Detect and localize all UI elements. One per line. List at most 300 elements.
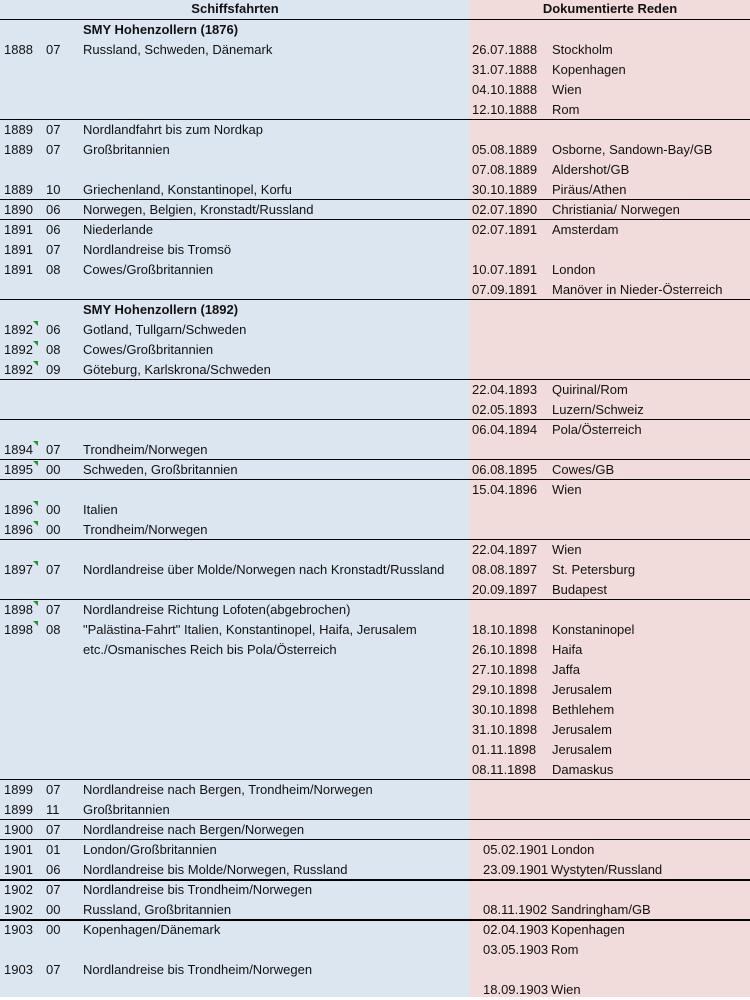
year-cell[interactable] bbox=[4, 380, 40, 400]
table-row bbox=[0, 900, 750, 920]
table-row bbox=[0, 800, 750, 820]
year-cell[interactable] bbox=[4, 80, 40, 100]
year-cell[interactable] bbox=[4, 700, 40, 720]
voyage-cell[interactable] bbox=[83, 680, 470, 700]
voyage-cell[interactable]: Schweden, Großbritannien bbox=[83, 462, 238, 477]
table-row bbox=[0, 760, 750, 780]
year-cell[interactable]: 1895 bbox=[4, 462, 33, 477]
month-cell[interactable]: 07 bbox=[46, 122, 61, 137]
voyage-cell[interactable] bbox=[83, 80, 470, 100]
month-cell[interactable] bbox=[46, 60, 76, 80]
speech-place-cell[interactable]: Luzern/Schweiz bbox=[552, 402, 644, 417]
month-cell[interactable]: 00 bbox=[46, 902, 61, 917]
speech-date-cell[interactable]: 23.09.1901 bbox=[483, 862, 549, 877]
comment-indicator-icon[interactable] bbox=[33, 621, 38, 626]
year-cell[interactable]: 1899 bbox=[4, 802, 33, 817]
year-cell[interactable]: 1888 bbox=[4, 42, 33, 57]
speech-date-cell[interactable]: 31.07.1888 bbox=[472, 62, 538, 77]
voyage-cell[interactable]: Norwegen, Belgien, Kronstadt/Russland bbox=[83, 202, 314, 217]
speech-place-cell[interactable] bbox=[552, 340, 748, 360]
year-cell[interactable]: 1898 bbox=[4, 622, 33, 637]
table-row bbox=[0, 180, 750, 200]
speech-place-cell[interactable]: Wien bbox=[551, 982, 581, 997]
speech-date-cell[interactable] bbox=[472, 120, 544, 140]
month-cell[interactable] bbox=[46, 660, 76, 680]
year-cell[interactable]: 1901 bbox=[4, 842, 33, 857]
year-cell[interactable] bbox=[4, 980, 40, 1000]
speech-date-cell[interactable]: 02.07.1891 bbox=[472, 222, 538, 237]
year-cell[interactable]: 1889 bbox=[4, 142, 33, 157]
voyage-cell[interactable]: SMY Hohenzollern (1892) bbox=[83, 302, 239, 317]
voyage-cell[interactable] bbox=[83, 660, 470, 680]
voyage-cell[interactable] bbox=[83, 700, 470, 720]
speech-date-cell[interactable]: 08.11.1898 bbox=[472, 762, 537, 777]
year-cell[interactable]: 1891 bbox=[4, 262, 33, 277]
speech-place-cell[interactable] bbox=[552, 320, 748, 340]
voyage-cell[interactable]: SMY Hohenzollern (1876) bbox=[83, 22, 239, 37]
voyage-cell[interactable]: Nordlandreise bis Trondheim/Norwegen bbox=[83, 882, 313, 897]
speech-date-cell[interactable] bbox=[472, 20, 544, 40]
year-cell[interactable] bbox=[4, 60, 40, 80]
speech-date-cell[interactable] bbox=[472, 520, 544, 540]
table-row bbox=[0, 820, 750, 840]
speech-place-cell[interactable] bbox=[552, 500, 748, 520]
month-cell[interactable]: 01 bbox=[46, 842, 61, 857]
month-cell[interactable] bbox=[46, 540, 76, 560]
voyage-cell[interactable] bbox=[83, 540, 470, 560]
speech-place-cell[interactable]: London bbox=[551, 842, 595, 857]
voyage-cell[interactable]: "Palästina-Fahrt" Italien, Konstantinopel, Haifa, Jerusalem bbox=[83, 622, 417, 637]
table-row bbox=[0, 40, 750, 60]
comment-indicator-icon[interactable] bbox=[33, 601, 38, 606]
speech-date-cell[interactable]: 01.11.1898 bbox=[472, 742, 537, 757]
year-cell[interactable] bbox=[4, 760, 40, 780]
speech-place-cell[interactable]: London bbox=[552, 262, 596, 277]
month-cell[interactable]: 06 bbox=[46, 322, 61, 337]
speech-place-cell[interactable] bbox=[552, 360, 748, 380]
table-row bbox=[0, 240, 750, 260]
voyages-header[interactable]: Schiffsfahrten bbox=[0, 0, 470, 20]
month-cell[interactable] bbox=[46, 740, 76, 760]
voyage-cell[interactable]: Nordlandreise nach Bergen/Norwegen bbox=[83, 822, 305, 837]
speech-place-cell[interactable]: Jerusalem bbox=[552, 742, 612, 757]
comment-indicator-icon[interactable] bbox=[33, 501, 38, 506]
speech-place-cell[interactable]: Piräus/Athen bbox=[552, 182, 627, 197]
month-cell[interactable] bbox=[46, 100, 76, 120]
table-row bbox=[0, 780, 750, 800]
table-row bbox=[0, 740, 750, 760]
voyage-cell[interactable]: etc./Osmanisches Reich bis Pola/Österreich bbox=[83, 642, 337, 657]
speech-place-cell[interactable]: Amsterdam bbox=[552, 222, 619, 237]
year-cell[interactable]: 1891 bbox=[4, 222, 33, 237]
voyage-cell[interactable] bbox=[83, 740, 470, 760]
table-row bbox=[0, 920, 750, 940]
speech-date-cell[interactable]: 26.07.1888 bbox=[472, 42, 538, 57]
month-cell[interactable] bbox=[46, 940, 76, 960]
month-cell[interactable]: 07 bbox=[46, 962, 61, 977]
month-cell[interactable] bbox=[46, 480, 76, 500]
speech-place-cell[interactable] bbox=[552, 20, 748, 40]
voyage-cell[interactable] bbox=[83, 480, 470, 500]
year-cell[interactable]: 1892 bbox=[4, 322, 33, 337]
speech-date-cell[interactable]: 27.10.1898 bbox=[472, 662, 538, 677]
voyage-cell[interactable]: Nordlandreise nach Bergen, Trondheim/Norwegen bbox=[83, 782, 373, 797]
table-row bbox=[0, 60, 750, 80]
year-cell[interactable]: 1894 bbox=[4, 442, 33, 457]
table-row bbox=[0, 960, 750, 980]
month-cell[interactable]: 07 bbox=[46, 822, 61, 837]
speech-place-cell[interactable]: Jerusalem bbox=[552, 722, 612, 737]
table-row bbox=[0, 480, 750, 500]
speech-place-cell[interactable]: Christiania/ Norwegen bbox=[552, 202, 680, 217]
table-row bbox=[0, 500, 750, 520]
table-row bbox=[0, 640, 750, 660]
voyage-cell[interactable]: Niederlande bbox=[83, 222, 154, 237]
month-cell[interactable]: 11 bbox=[46, 802, 60, 817]
table-row bbox=[0, 80, 750, 100]
table-row bbox=[0, 700, 750, 720]
voyage-cell[interactable]: Nordlandfahrt bis zum Nordkap bbox=[83, 122, 263, 137]
speech-place-cell[interactable] bbox=[552, 800, 748, 820]
year-cell[interactable] bbox=[4, 160, 40, 180]
year-cell[interactable]: 1889 bbox=[4, 182, 33, 197]
month-cell[interactable] bbox=[46, 380, 76, 400]
table-row bbox=[0, 940, 750, 960]
voyage-cell[interactable] bbox=[83, 940, 470, 960]
year-cell[interactable]: 1896 bbox=[4, 502, 33, 517]
speech-date-cell[interactable]: 03.05.1903 bbox=[483, 942, 549, 957]
speech-place-cell[interactable]: Rom bbox=[551, 942, 579, 957]
year-cell[interactable]: 1890 bbox=[4, 202, 33, 217]
table-row bbox=[0, 660, 750, 680]
table-row bbox=[0, 840, 750, 860]
speech-place-cell[interactable]: Konstaninopel bbox=[552, 622, 635, 637]
year-cell[interactable]: 1892 bbox=[4, 342, 33, 357]
table-row bbox=[0, 440, 750, 460]
speech-date-cell[interactable]: 18.10.1898 bbox=[472, 622, 538, 637]
speech-place-cell[interactable] bbox=[552, 880, 748, 900]
month-cell[interactable] bbox=[46, 680, 76, 700]
speech-date-cell[interactable] bbox=[472, 440, 544, 460]
speech-place-cell[interactable]: Sandringham/GB bbox=[551, 902, 651, 917]
year-cell[interactable] bbox=[4, 940, 40, 960]
speech-place-cell[interactable]: Rom bbox=[552, 102, 580, 117]
speech-date-cell[interactable] bbox=[472, 300, 544, 320]
year-cell[interactable] bbox=[4, 580, 40, 600]
speech-place-cell[interactable]: Jaffa bbox=[552, 662, 580, 677]
speech-place-cell[interactable]: Stockholm bbox=[552, 42, 613, 57]
month-cell[interactable]: 09 bbox=[46, 362, 61, 377]
year-cell[interactable] bbox=[4, 540, 40, 560]
speech-date-cell[interactable] bbox=[472, 320, 544, 340]
voyage-cell[interactable] bbox=[83, 160, 470, 180]
comment-indicator-icon[interactable] bbox=[33, 321, 38, 326]
month-cell[interactable] bbox=[46, 20, 76, 40]
speech-date-cell[interactable] bbox=[472, 240, 544, 260]
voyage-cell[interactable] bbox=[83, 280, 470, 300]
year-cell[interactable] bbox=[4, 720, 40, 740]
speech-place-cell[interactable]: Kopenhagen bbox=[552, 62, 626, 77]
month-cell[interactable] bbox=[46, 420, 76, 440]
speech-date-cell[interactable]: 06.04.1894 bbox=[472, 422, 538, 437]
table-row bbox=[0, 860, 750, 880]
voyage-cell[interactable] bbox=[83, 60, 470, 80]
year-cell[interactable] bbox=[4, 300, 40, 320]
speech-date-cell[interactable]: 20.09.1897 bbox=[472, 582, 538, 597]
table-row bbox=[0, 880, 750, 900]
voyage-cell[interactable]: Cowes/Großbritannien bbox=[83, 262, 214, 277]
table-row bbox=[0, 420, 750, 440]
table-row bbox=[0, 980, 750, 1000]
speech-date-cell[interactable]: 02.04.1903 bbox=[483, 922, 549, 937]
speech-date-cell[interactable]: 07.09.1891 bbox=[472, 282, 538, 297]
month-cell[interactable]: 00 bbox=[46, 922, 61, 937]
speech-date-cell[interactable]: 05.02.1901 bbox=[483, 842, 549, 857]
month-cell[interactable]: 08 bbox=[46, 622, 61, 637]
voyage-cell[interactable]: Trondheim/Norwegen bbox=[83, 522, 208, 537]
month-cell[interactable] bbox=[46, 580, 76, 600]
speech-place-cell[interactable]: Osborne, Sandown-Bay/GB bbox=[552, 142, 713, 157]
voyage-cell[interactable] bbox=[83, 380, 470, 400]
speech-date-cell[interactable]: 07.08.1889 bbox=[472, 162, 538, 177]
month-cell[interactable]: 07 bbox=[46, 42, 61, 57]
speech-place-cell[interactable]: Wien bbox=[552, 542, 582, 557]
voyage-cell[interactable] bbox=[83, 760, 470, 780]
month-cell[interactable] bbox=[46, 300, 76, 320]
table-row bbox=[0, 600, 750, 620]
table-row bbox=[0, 100, 750, 120]
speech-date-cell[interactable]: 15.04.1896 bbox=[472, 482, 538, 497]
table-row bbox=[0, 320, 750, 340]
month-cell[interactable] bbox=[46, 160, 76, 180]
year-cell[interactable]: 1892 bbox=[4, 362, 33, 377]
speech-place-cell[interactable]: Damaskus bbox=[552, 762, 614, 777]
speech-date-cell[interactable] bbox=[472, 360, 544, 380]
year-cell[interactable]: 1897 bbox=[4, 562, 33, 577]
month-cell[interactable]: 06 bbox=[46, 222, 61, 237]
comment-indicator-icon[interactable] bbox=[33, 561, 38, 566]
speech-place-cell[interactable]: Aldershot/GB bbox=[552, 162, 630, 177]
year-cell[interactable] bbox=[4, 480, 40, 500]
year-cell[interactable]: 1896 bbox=[4, 522, 33, 537]
year-cell[interactable] bbox=[4, 400, 40, 420]
speech-date-cell[interactable]: 29.10.1898 bbox=[472, 682, 538, 697]
month-cell[interactable]: 06 bbox=[46, 202, 61, 217]
speech-place-cell[interactable]: Pola/Österreich bbox=[552, 422, 642, 437]
year-cell[interactable] bbox=[4, 420, 40, 440]
year-cell[interactable] bbox=[4, 680, 40, 700]
table-row bbox=[0, 380, 750, 400]
speech-place-cell[interactable]: Cowes/GB bbox=[552, 462, 615, 477]
speech-place-cell[interactable]: Jerusalem bbox=[552, 682, 612, 697]
voyage-cell[interactable]: Nordlandreise über Molde/Norwegen nach Kronstadt/Russland bbox=[83, 562, 445, 577]
speech-place-cell[interactable] bbox=[552, 240, 748, 260]
month-cell[interactable] bbox=[46, 760, 76, 780]
year-cell[interactable]: 1902 bbox=[4, 882, 33, 897]
speech-date-cell[interactable] bbox=[472, 800, 544, 820]
speech-place-cell[interactable] bbox=[552, 820, 748, 840]
speech-date-cell[interactable] bbox=[472, 960, 544, 980]
speech-place-cell[interactable]: Wien bbox=[552, 482, 582, 497]
month-cell[interactable]: 07 bbox=[46, 782, 61, 797]
comment-indicator-icon[interactable] bbox=[33, 361, 38, 366]
speech-date-cell[interactable]: 31.10.1898 bbox=[472, 722, 538, 737]
speech-place-cell[interactable]: Wystyten/Russland bbox=[551, 862, 663, 877]
table-row bbox=[0, 360, 750, 380]
table-row bbox=[0, 280, 750, 300]
voyage-cell[interactable]: Nordlandreise bis Trondheim/Norwegen bbox=[83, 962, 313, 977]
month-cell[interactable] bbox=[46, 80, 76, 100]
voyage-cell[interactable] bbox=[83, 400, 470, 420]
speech-date-cell[interactable] bbox=[472, 500, 544, 520]
speech-date-cell[interactable]: 06.08.1895 bbox=[472, 462, 538, 477]
speech-date-cell[interactable]: 05.08.1889 bbox=[472, 142, 538, 157]
table-row bbox=[0, 20, 750, 40]
year-cell[interactable] bbox=[4, 660, 40, 680]
month-cell[interactable]: 06 bbox=[46, 862, 61, 877]
voyage-cell[interactable]: Nordlandreise bis Molde/Norwegen, Russland bbox=[83, 862, 348, 877]
year-cell[interactable] bbox=[4, 100, 40, 120]
speech-place-cell[interactable]: St. Petersburg bbox=[552, 562, 636, 577]
speech-date-cell[interactable] bbox=[472, 880, 544, 900]
table-row bbox=[0, 120, 750, 140]
speech-place-cell[interactable] bbox=[552, 440, 748, 460]
speech-place-cell[interactable]: Budapest bbox=[552, 582, 607, 597]
table-row bbox=[0, 580, 750, 600]
year-cell[interactable]: 1900 bbox=[4, 822, 33, 837]
speech-date-cell[interactable]: 04.10.1888 bbox=[472, 82, 538, 97]
voyage-cell[interactable] bbox=[83, 420, 470, 440]
year-cell[interactable] bbox=[4, 740, 40, 760]
speech-date-cell[interactable]: 02.05.1893 bbox=[472, 402, 538, 417]
month-cell[interactable] bbox=[46, 640, 76, 660]
table-row bbox=[0, 520, 750, 540]
table-row bbox=[0, 400, 750, 420]
table-row bbox=[0, 540, 750, 560]
month-cell[interactable] bbox=[46, 720, 76, 740]
year-cell[interactable] bbox=[4, 280, 40, 300]
table-row bbox=[0, 680, 750, 700]
speech-place-cell[interactable]: Manöver in Nieder-Österreich bbox=[552, 282, 723, 297]
year-cell[interactable]: 1891 bbox=[4, 242, 33, 257]
speech-place-cell[interactable] bbox=[552, 120, 748, 140]
month-cell[interactable]: 07 bbox=[46, 142, 61, 157]
voyage-cell[interactable] bbox=[83, 100, 470, 120]
voyage-cell[interactable]: Göteburg, Karlskrona/Schweden bbox=[83, 362, 271, 377]
voyage-cell[interactable]: Großbritannien bbox=[83, 802, 170, 817]
speech-date-cell[interactable]: 30.10.1889 bbox=[472, 182, 538, 197]
comment-indicator-icon[interactable] bbox=[33, 521, 38, 526]
voyage-cell[interactable] bbox=[83, 720, 470, 740]
speech-date-cell[interactable]: 30.10.1898 bbox=[472, 702, 538, 717]
speech-place-cell[interactable] bbox=[552, 600, 748, 620]
speech-date-cell[interactable]: 22.04.1893 bbox=[472, 382, 538, 397]
speech-date-cell[interactable] bbox=[472, 820, 544, 840]
year-cell[interactable]: 1898 bbox=[4, 602, 33, 617]
speech-date-cell[interactable]: 02.07.1890 bbox=[472, 202, 538, 217]
voyage-cell[interactable]: Trondheim/Norwegen bbox=[83, 442, 208, 457]
month-cell[interactable]: 07 bbox=[46, 442, 61, 457]
month-cell[interactable]: 07 bbox=[46, 882, 61, 897]
voyage-cell[interactable]: Italien bbox=[83, 502, 118, 517]
voyage-cell[interactable]: Gotland, Tullgarn/Schweden bbox=[83, 322, 247, 337]
speech-date-cell[interactable]: 08.08.1897 bbox=[472, 562, 538, 577]
voyage-cell[interactable]: Griechenland, Konstantinopel, Korfu bbox=[83, 182, 292, 197]
speech-place-cell[interactable]: Kopenhagen bbox=[551, 922, 625, 937]
month-cell[interactable]: 00 bbox=[46, 522, 61, 537]
speech-place-cell[interactable]: Wien bbox=[552, 82, 582, 97]
speech-date-cell[interactable]: 26.10.1898 bbox=[472, 642, 538, 657]
speech-place-cell[interactable]: Quirinal/Rom bbox=[552, 382, 628, 397]
speech-date-cell[interactable]: 10.07.1891 bbox=[472, 262, 538, 277]
voyage-cell[interactable]: Nordlandreise bis Tromsö bbox=[83, 242, 232, 257]
voyage-cell[interactable]: Cowes/Großbritannien bbox=[83, 342, 214, 357]
month-cell[interactable]: 00 bbox=[46, 502, 61, 517]
speech-place-cell[interactable]: Bethlehem bbox=[552, 702, 615, 717]
speech-place-cell[interactable] bbox=[552, 780, 748, 800]
year-cell[interactable]: 1901 bbox=[4, 862, 33, 877]
month-cell[interactable]: 00 bbox=[46, 462, 61, 477]
month-cell[interactable] bbox=[46, 980, 76, 1000]
speech-date-cell[interactable]: 18.09.1903 bbox=[483, 982, 549, 997]
table-row bbox=[0, 460, 750, 480]
voyage-cell[interactable]: London/Großbritannien bbox=[83, 842, 217, 857]
year-cell[interactable]: 1902 bbox=[4, 902, 33, 917]
year-cell[interactable]: 1899 bbox=[4, 782, 33, 797]
month-cell[interactable]: 07 bbox=[46, 242, 61, 257]
month-cell[interactable]: 08 bbox=[46, 262, 61, 277]
table-row bbox=[0, 220, 750, 240]
speeches-header[interactable]: Dokumentierte Reden bbox=[470, 0, 750, 20]
year-cell[interactable]: 1903 bbox=[4, 922, 33, 937]
month-cell[interactable]: 07 bbox=[46, 562, 61, 577]
month-cell[interactable] bbox=[46, 280, 76, 300]
year-cell[interactable]: 1889 bbox=[4, 122, 33, 137]
speech-date-cell[interactable]: 08.11.1902 bbox=[483, 902, 548, 917]
year-cell[interactable] bbox=[4, 20, 40, 40]
speech-date-cell[interactable] bbox=[472, 340, 544, 360]
comment-indicator-icon[interactable] bbox=[33, 461, 38, 466]
speech-place-cell[interactable] bbox=[552, 520, 748, 540]
voyage-cell[interactable]: Russland, Großbritannien bbox=[83, 902, 232, 917]
table-row bbox=[0, 720, 750, 740]
voyage-cell[interactable]: Kopenhagen/Dänemark bbox=[83, 922, 221, 937]
speech-date-cell[interactable] bbox=[472, 600, 544, 620]
month-cell[interactable]: 07 bbox=[46, 602, 61, 617]
voyage-cell[interactable]: Großbritannien bbox=[83, 142, 170, 157]
year-cell[interactable] bbox=[4, 640, 40, 660]
speech-place-cell[interactable] bbox=[552, 300, 748, 320]
speech-date-cell[interactable] bbox=[472, 780, 544, 800]
voyage-cell[interactable]: Russland, Schweden, Dänemark bbox=[83, 42, 273, 57]
comment-indicator-icon[interactable] bbox=[33, 441, 38, 446]
year-cell[interactable]: 1903 bbox=[4, 962, 33, 977]
month-cell[interactable] bbox=[46, 400, 76, 420]
month-cell[interactable]: 10 bbox=[46, 182, 61, 197]
speech-place-cell[interactable]: Haifa bbox=[552, 642, 583, 657]
speech-date-cell[interactable]: 12.10.1888 bbox=[472, 102, 538, 117]
speech-place-cell[interactable] bbox=[552, 960, 748, 980]
month-cell[interactable]: 08 bbox=[46, 342, 61, 357]
speech-date-cell[interactable]: 22.04.1897 bbox=[472, 542, 538, 557]
month-cell[interactable] bbox=[46, 700, 76, 720]
voyage-cell[interactable] bbox=[83, 980, 470, 1000]
voyage-cell[interactable]: Nordlandreise Richtung Lofoten(abgebrochen) bbox=[83, 602, 351, 617]
table-row bbox=[0, 260, 750, 280]
table-row bbox=[0, 160, 750, 180]
comment-indicator-icon[interactable] bbox=[33, 341, 38, 346]
voyage-cell[interactable] bbox=[83, 580, 470, 600]
